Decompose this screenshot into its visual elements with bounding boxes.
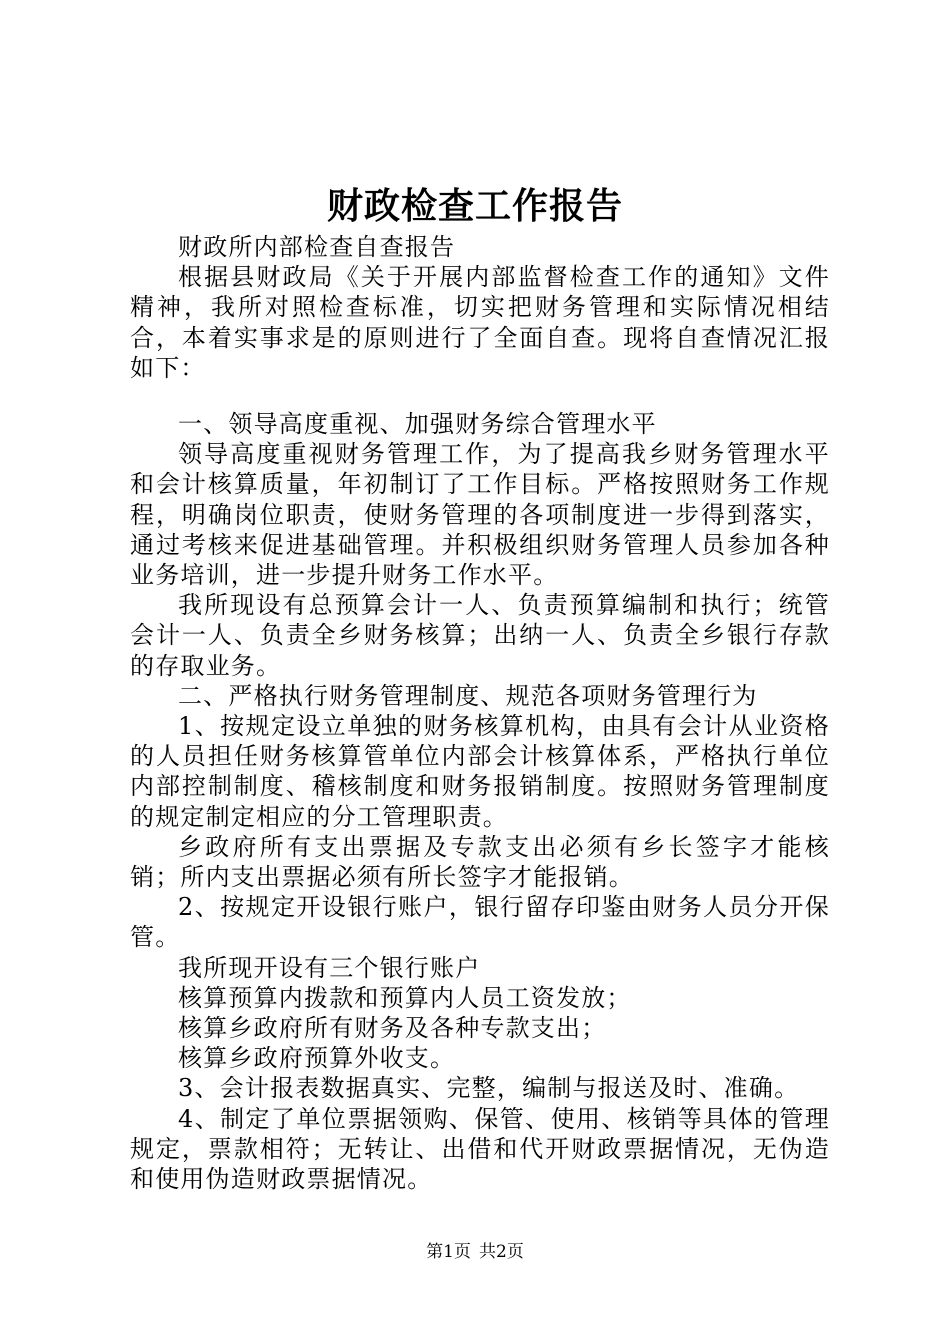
paragraph: 2、按规定开设银行账户，银行留存印鉴由财务人员分开保管。 <box>130 893 830 952</box>
document-body <box>130 232 830 1194</box>
paragraph: 4、制定了单位票据领购、保管、使用、核销等具体的管理规定，票款相符；无转让、出借和代开财政票据情况，无伪造和使用伪造财政票据情况。 <box>130 1104 830 1194</box>
section-heading-1: 一、领导高度重视、加强财务综合管理水平 <box>178 410 657 439</box>
paragraph: 核算乡政府预算外收支。 <box>178 1044 456 1073</box>
paragraph-spacer <box>130 383 830 409</box>
page-number: 第1页 <box>426 1242 471 1262</box>
paragraph: 1、按规定设立单独的财务核算机构，由具有会计从业资格的人员担任财务核算管单位内部会计核算体系，严格执行单位内部控制制度、稽核制度和财务报销制度。按照财务管理制度的规定制定相应的分工管理职责。 <box>130 712 830 831</box>
page-footer <box>0 1240 950 1264</box>
page-count: 共2页 <box>479 1242 524 1262</box>
paragraph: 3、会计报表数据真实、完整，编制与报送及时、准确。 <box>178 1074 800 1103</box>
paragraph: 核算预算内拨款和预算内人员工资发放； <box>178 983 632 1012</box>
section-heading-2: 二、严格执行财务管理制度、规范各项财务管理行为 <box>178 681 758 710</box>
paragraph-subtitle: 财政所内部检查自查报告 <box>178 233 456 261</box>
paragraph: 乡政府所有支出票据及专款支出必须有乡长签字才能核销；所内支出票据必须有所长签字才能报销。 <box>130 832 830 892</box>
paragraph: 领导高度重视财务管理工作，为了提高我乡财务管理水平和会计核算质量，年初制订了工作目标。严格按照财务工作规程，明确岗位职责，使财务管理的各项制度进一步得到落实，通过考核来促进基础管理。并积极组织财务管理人员参加各种业务培训，进一步提升财务工作水平。 <box>130 440 830 590</box>
paragraph: 我所现开设有三个银行账户 <box>178 953 481 982</box>
paragraph-intro: 根据县财政局《关于开展内部监督检查工作的通知》文件精神，我所对照检查标准，切实把财务管理和实际情况相结合，本着实事求是的原则进行了全面自查。现将自查情况汇报如下： <box>130 263 830 382</box>
paragraph: 我所现设有总预算会计一人、负责预算编制和执行；统管会计一人、负责全乡财务核算；出纳一人、负责全乡银行存款的存取业务。 <box>130 591 830 680</box>
document-title: 财政检查工作报告 <box>326 185 623 227</box>
paragraph: 核算乡政府所有财务及各种专款支出； <box>178 1014 607 1043</box>
